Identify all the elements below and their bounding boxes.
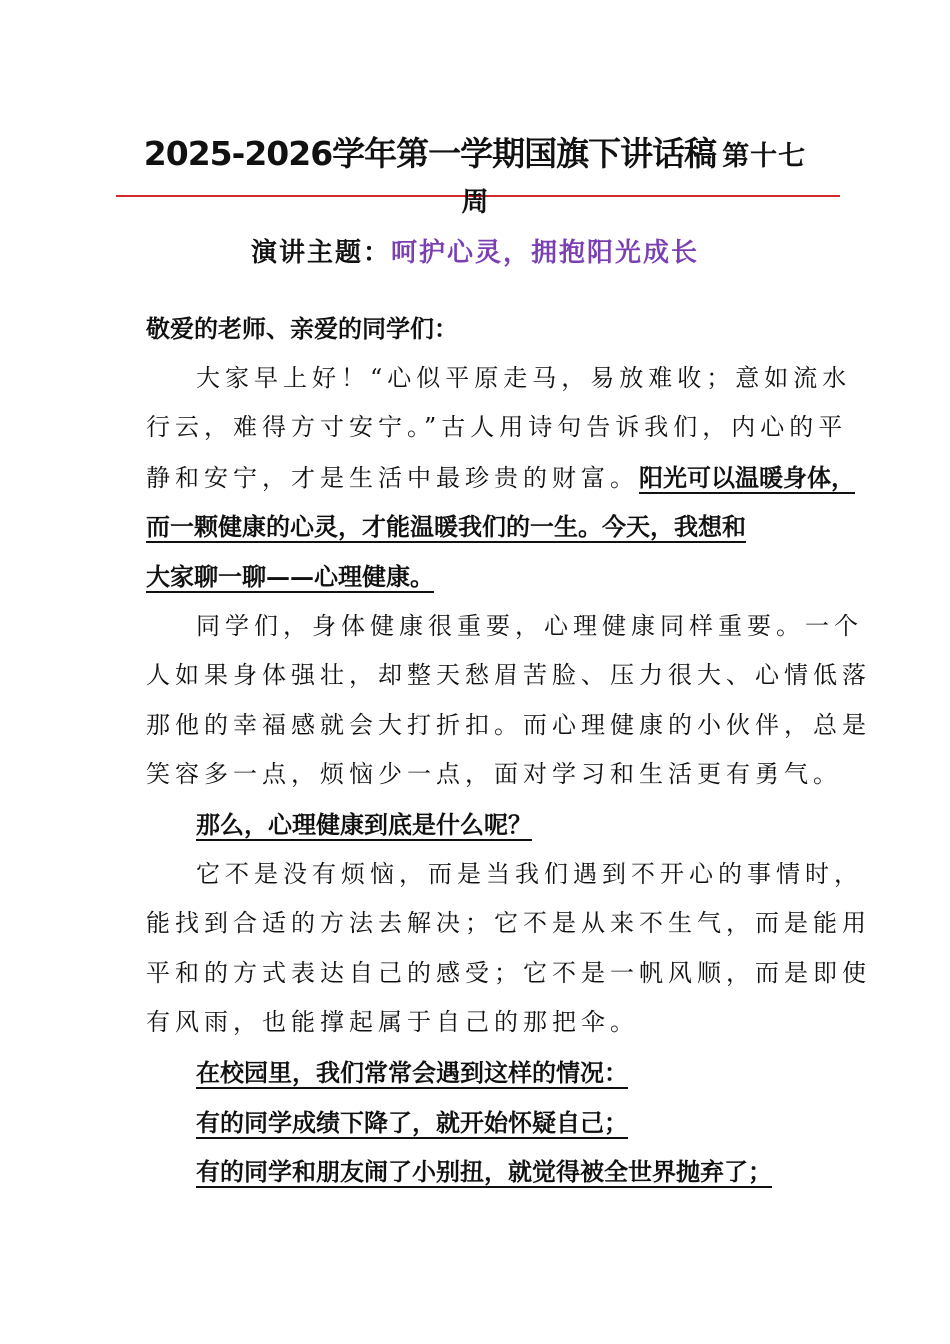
title-wrap: 周 bbox=[461, 187, 489, 218]
paragraph-line: 它不是没有烦恼，而是当我们遇到不开心的事情时， bbox=[196, 859, 863, 888]
speech-topic bbox=[0, 232, 950, 269]
paragraph-line: 有风雨，也能撑起属于自己的那把伞。 bbox=[146, 1008, 639, 1037]
greeting: 敬爱的老师、亲爱的同学们： bbox=[146, 314, 458, 343]
paragraph-line: 那他的幸福感就会大打折扣。而心理健康的小伙伴，总是 bbox=[146, 710, 871, 739]
speech-body bbox=[146, 304, 871, 1197]
topic-label: 演讲主题： bbox=[250, 238, 391, 268]
emphasis-line: 而一颗健康的心灵，才能温暖我们的一生。今天，我想和 bbox=[146, 512, 746, 542]
paragraph-line: 笑容多一点，烦恼少一点，面对学习和生活更有勇气。 bbox=[146, 760, 842, 789]
emphasis-line: 大家聊一聊——心理健康。 bbox=[146, 561, 434, 591]
title-week: 第十七 bbox=[722, 141, 807, 172]
emphasis-line: 在校园里，我们常常会遇到这样的情况： bbox=[196, 1057, 628, 1087]
question-heading: 那么，心理健康到底是什么呢？ bbox=[196, 809, 532, 839]
paragraph-line: 能找到合适的方法去解决；它不是从来不生气，而是能用 bbox=[146, 909, 871, 938]
topic-text: 呵护心灵，拥抱阳光成长 bbox=[391, 238, 700, 268]
emphasis-line: 有的同学和朋友闹了小别扭，就觉得被全世界抛弃了； bbox=[196, 1157, 772, 1187]
emphasis-line: 有的同学成绩下降了，就开始怀疑自己； bbox=[196, 1107, 628, 1137]
title-main: 2025-2026学年第一学期国旗下讲话稿 bbox=[143, 134, 717, 173]
paragraph-line bbox=[146, 453, 855, 503]
paragraph-line: 行云，难得方寸安宁。”古人用诗句告诉我们，内心的平 bbox=[146, 413, 848, 442]
paragraph-text: 静和安宁，才是生活中最珍贵的财富。 bbox=[146, 463, 639, 492]
document-title bbox=[0, 128, 950, 175]
paragraph-line: 平和的方式表达自己的感受；它不是一帆风顺，而是即使 bbox=[146, 958, 871, 987]
emphasis-text: 阳光可以温暖身体， bbox=[639, 462, 855, 492]
paragraph-line: 人如果身体强壮，却整天愁眉苦脸、压力很大、心情低落 bbox=[146, 661, 871, 690]
paragraph-line: 同学们，身体健康很重要，心理健康同样重要。一个 bbox=[196, 611, 863, 640]
paragraph-line: 大家早上好！“心似平原走马，易放难收；意如流水 bbox=[196, 363, 852, 392]
